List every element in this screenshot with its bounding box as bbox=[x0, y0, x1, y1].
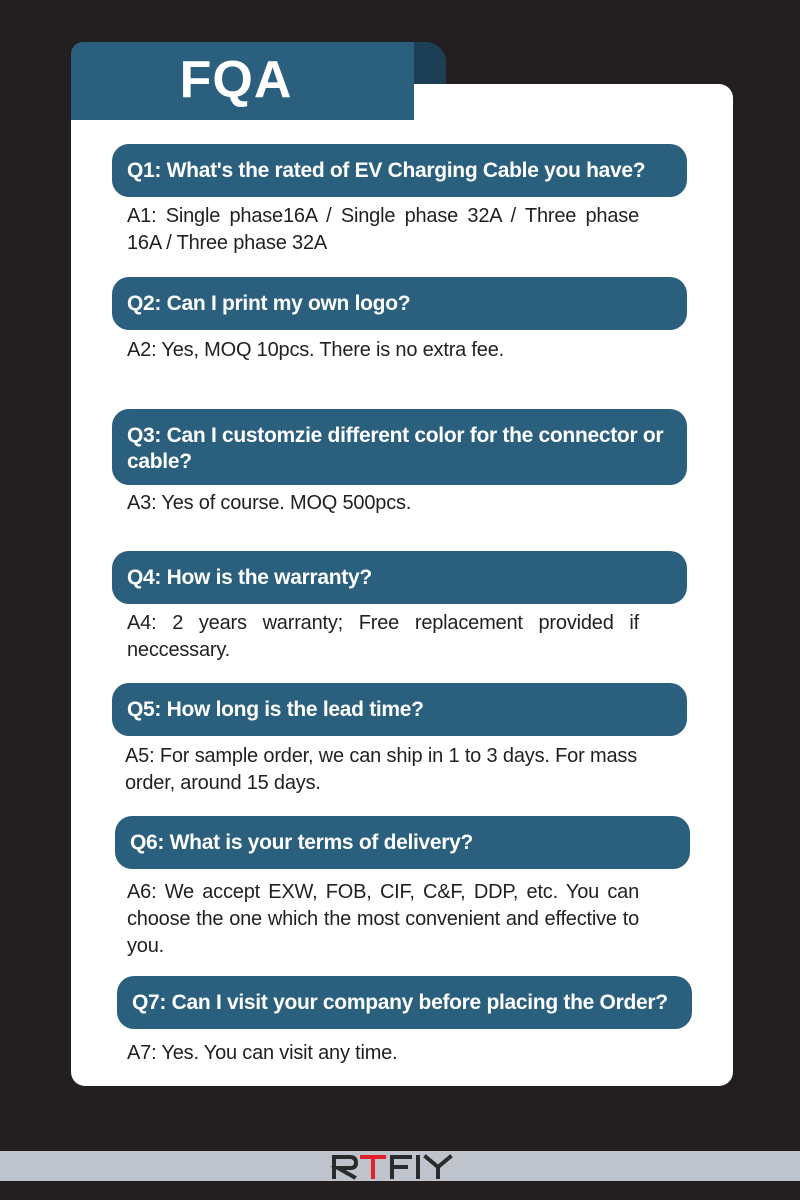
faq-answer-1: A1: Single phase16A / Single phase 32A / Three phase 16A / Three phase 32A bbox=[127, 205, 639, 254]
faq-answer-2: A2: Yes, MOQ 10pcs. There is no extra fee. bbox=[127, 339, 504, 361]
faq-answer-5: A5: For sample order, we can ship in 1 to 3 days. For mass order, around 15 days. bbox=[125, 745, 637, 794]
faq-answer-7: A7: Yes. You can visit any time. bbox=[127, 1042, 398, 1064]
faq-answer-3: A3: Yes of course. MOQ 500pcs. bbox=[127, 492, 412, 514]
faq-answer-6: A6: We accept EXW, FOB, CIF, C&F, DDP, etc. You can choose the one which the most convenient and effective to you. bbox=[127, 881, 639, 957]
faq-answer-4: A4: 2 years warranty; Free replacement provided if neccessary. bbox=[127, 612, 639, 661]
faq-question-1: Q1: What's the rated of EV Charging Cable you have? bbox=[112, 144, 687, 197]
page-title: FQA bbox=[179, 51, 293, 109]
faq-question-6: Q6: What is your terms of delivery? bbox=[115, 816, 690, 869]
logo-text: RTFIY bbox=[330, 1151, 333, 1152]
faq-question-5: Q5: How long is the lead time? bbox=[112, 683, 687, 736]
faq-question-7: Q7: Can I visit your company before placing the Order? bbox=[117, 976, 692, 1029]
rtfiy-logo bbox=[330, 1151, 470, 1181]
faq-question-4: Q4: How is the warranty? bbox=[112, 551, 687, 604]
faq-question-3: Q3: Can I customzie different color for the connector or cable? bbox=[112, 409, 687, 485]
faq-question-2: Q2: Can I print my own logo? bbox=[112, 277, 687, 330]
